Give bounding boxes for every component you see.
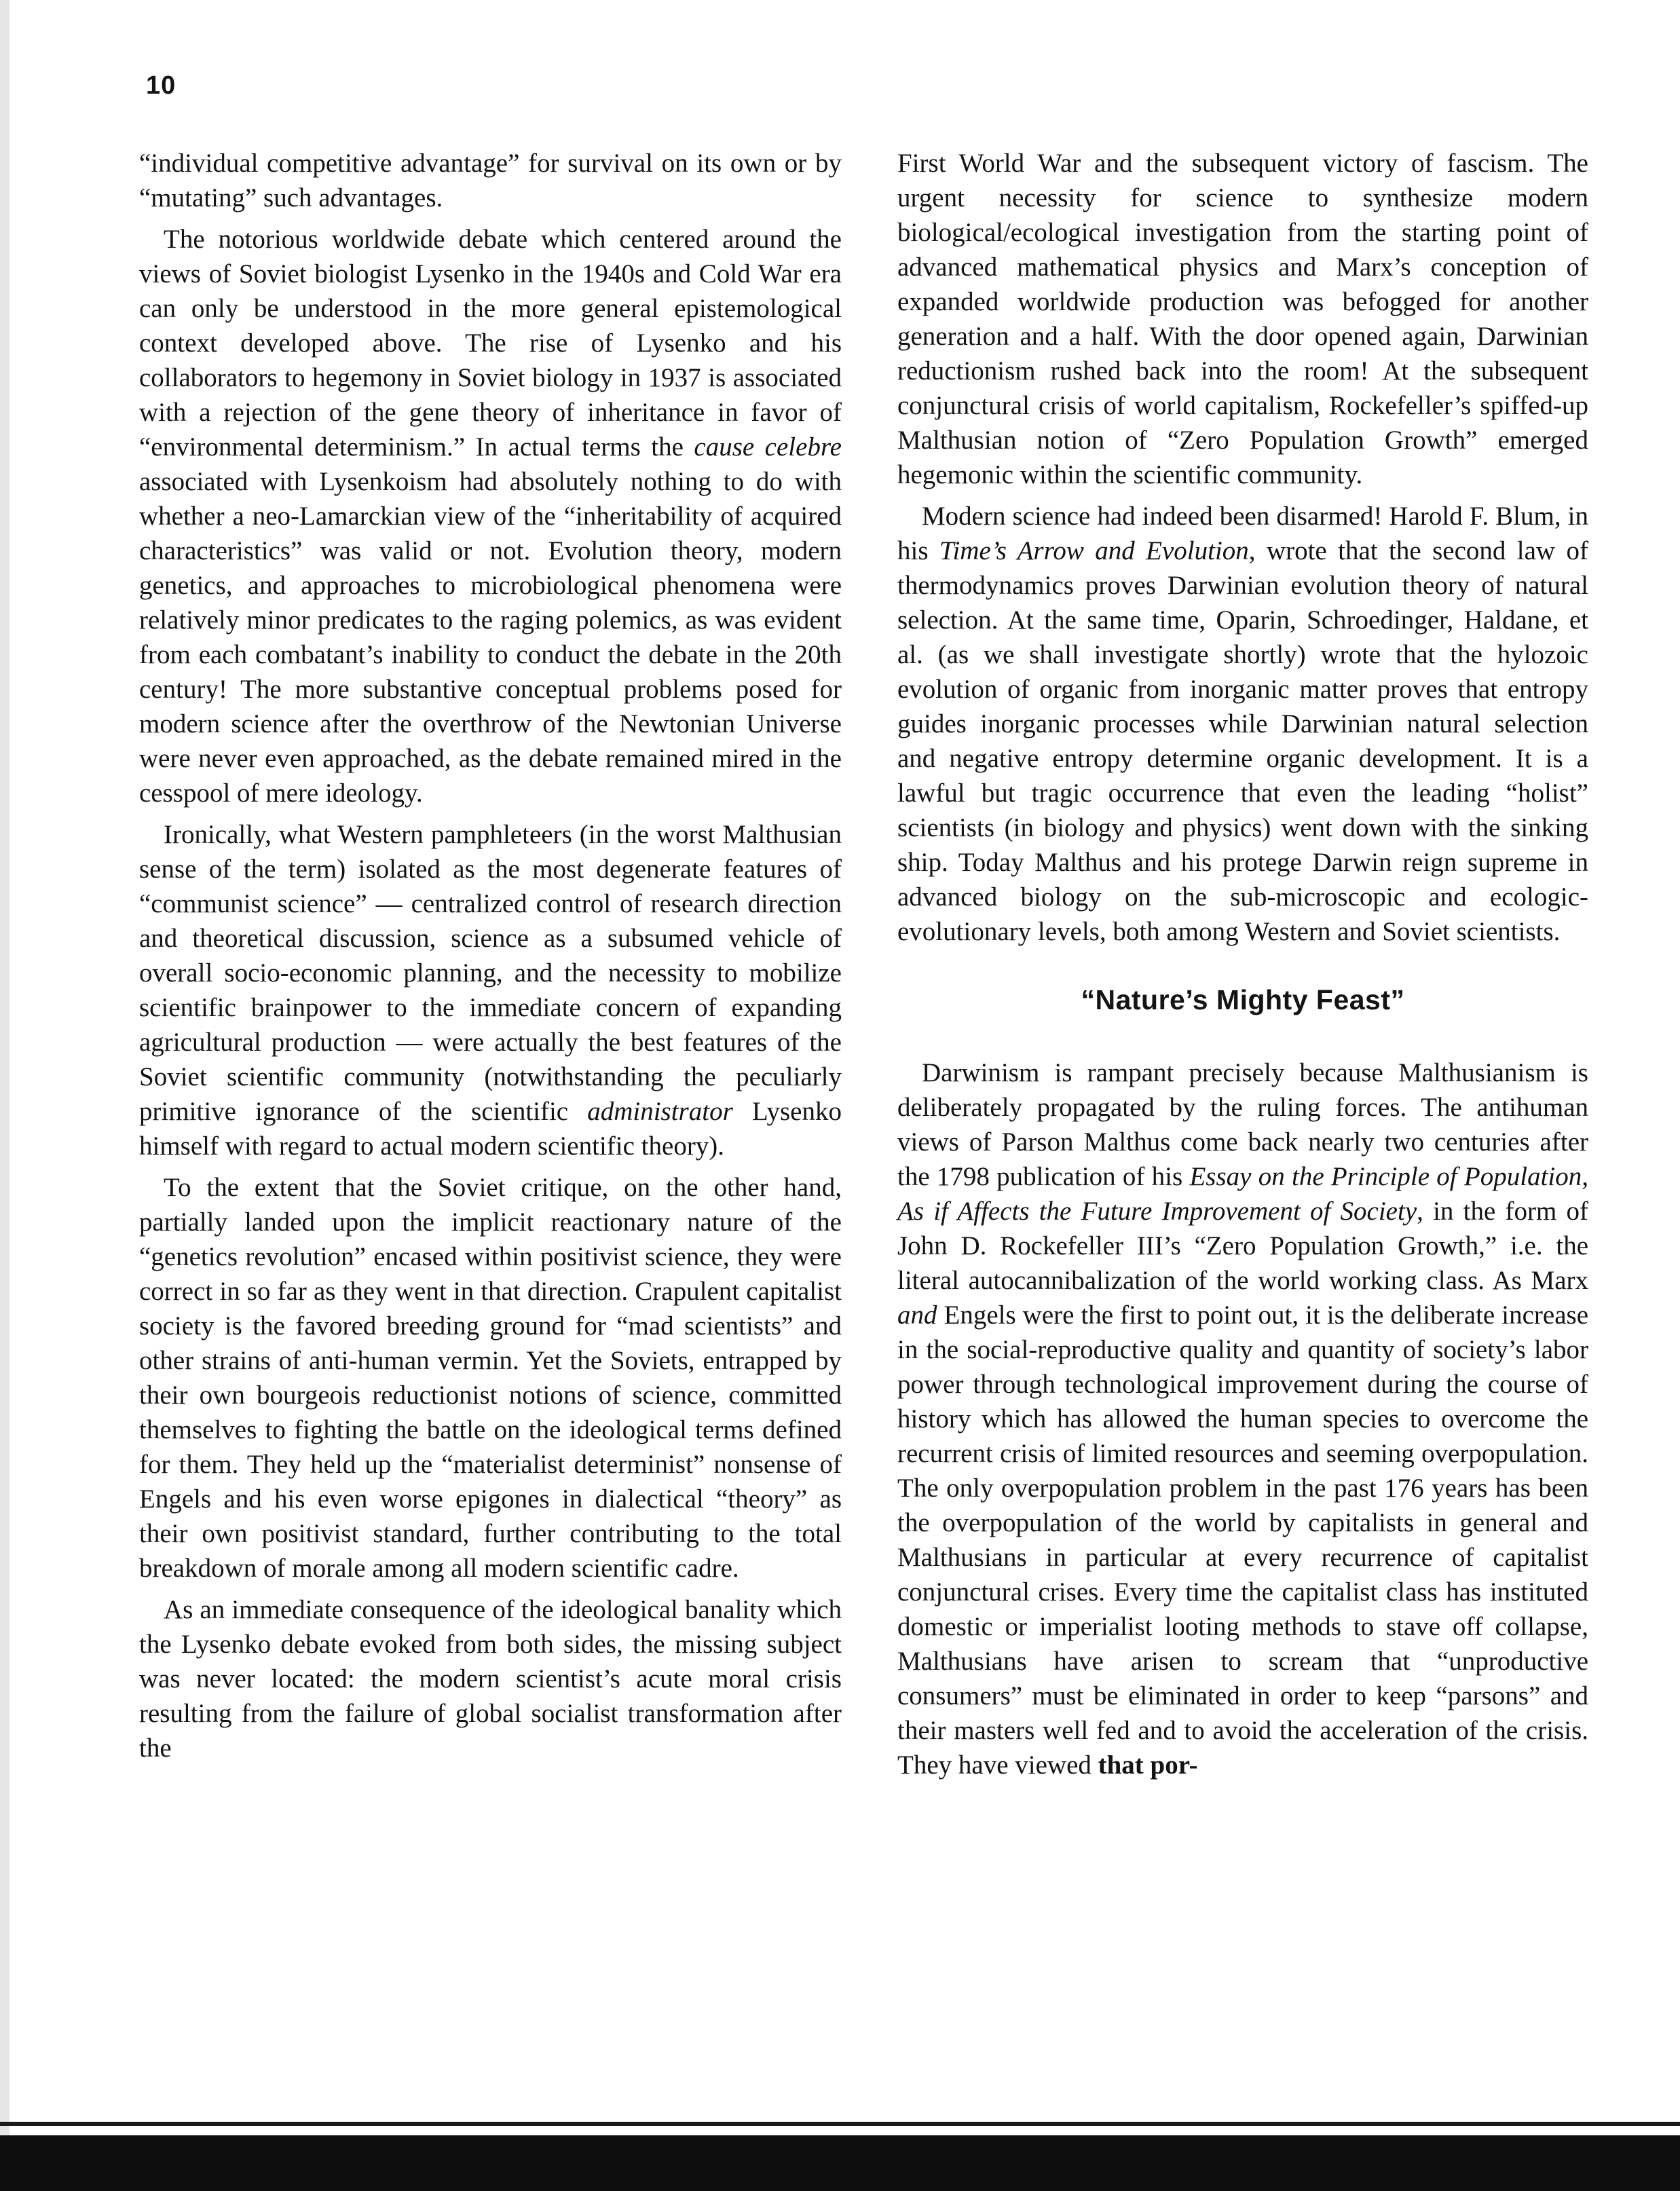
paragraph: First World War and the subsequent victory of fascism. The urgent necessity for science to synthesize modern biological/ecological investigation from the starting point of advanced mathematical physics and Marx’s conception of expanded worldwide production was befogged for another generation and a half. With the door opened again, Darwinian reductionism rushed back into the room! At the subsequent conjunctural crisis of world capitalism, Rockefeller’s spiffed-up Malthusian notion of “Zero Population Growth” emerged hegemonic within the scientific community. — [897, 149, 1588, 489]
paragraph: Darwinism is rampant precisely because Malthusianism is deliberately propagated by the ruling forces. The antihuman views of Parson Malthus come back nearly two centuries after the 1798 publication of his Essay on the Principle of Population, As if Affects the Future Improvement of Society, in the form of John D. Rockefeller III’s “Zero Population Growth,” i.e. the literal autocannibalization of the world working class. As Marx and Engels were the first to point out, it is the deliberate increase in the social-reproductive quality and quantity of society’s labor power through technological improvement during the course of history which has allowed the human species to overcome the recurrent crisis of limited resources and seeming overpopulation. The only overpopulation problem in the past 176 years has been the overpopulation of the world by capitalists in general and Malthusians in particular at every recurrence of capitalist conjunctural crises. Every time the capitalist class has instituted domestic or imperialist looting methods to stave off collapse, Malthusians have arisen to scream that “unproductive consumers” must be eliminated in order to keep “parsons” and their masters well fed and to avoid the acceleration of the crisis. They have viewed that por- — [897, 1058, 1588, 1780]
paragraph: The notorious worldwide debate which centered around the views of Soviet biologist Lysenko in the 1940s and Cold War era can only be understood in the more general epistemological context developed above. The rise of Lysenko and his collaborators to hegemony in Soviet biology in 1937 is associated with a rejection of the gene theory of inheritance in favor of “environmental determinism.” In actual terms the cause celebre associated with Lysenkoism had absolutely nothing to do with whether a neo-Lamarckian view of the “inheritability of acquired characteristics” was valid or not. Evolution theory, modern genetics, and approaches to microbiological phenomena were relatively minor predicates to the raging polemics, as was evident from each combatant’s inability to conduct the debate in the 20th century! The more substantive conceptual problems posed for modern science after the overthrow of the Newtonian Universe were never even approached, as the debate remained mired in the cesspool of mere ideology. — [139, 225, 842, 808]
scan-border — [0, 2135, 1680, 2191]
section-heading: “Nature’s Mighty Feast” — [1081, 984, 1405, 1015]
left-column — [139, 146, 842, 1772]
page-edge — [0, 0, 10, 2191]
paragraph: As an immediate consequence of the ideological banality which the Lysenko debate evoked from both sides, the missing subject was never located: the modern scientist’s acute moral crisis resulting from the failure of global socialist transformation after the — [139, 1595, 842, 1763]
paragraph: To the extent that the Soviet critique, on the other hand, partially landed upon the implicit reactionary nature of the “genetics revolution” encased within positivist science, they were correct in so far as they went in that direction. Crapulent capitalist society is the favored breeding ground for “mad scientists” and other strains of anti-human vermin. Yet the Soviets, entrapped by their own bourgeois reductionist notions of science, committed themselves to fighting the battle on the ideological terms defined for them. They held up the “materialist determinist” nonsense of Engels and his even worse epigones in dialectical “theory” as their own positivist standard, further contributing to the total breakdown of morale among all modern scientific cadre. — [139, 1173, 842, 1583]
paragraph: Modern science had indeed been disarmed! Harold F. Blum, in his Time’s Arrow and Evolution, wrote that the second law of thermodynamics proves Darwinian evolution theory of natural selection. At the same time, Oparin, Schroedinger, Haldane, et al. (as we shall investigate shortly) wrote that the hylozoic evolution of organic from inorganic matter proves that entropy guides inorganic processes while Darwinian natural selection and negative entropy determine organic development. It is a lawful but tragic occurrence that even the leading “holist” scientists (in biology and physics) went down with the sinking ship. Today Malthus and his protege Darwin reign supreme in advanced biology on the sub-microscopic and ecologic-evolutionary levels, both among Western and Soviet scientists. — [897, 502, 1588, 946]
paragraph: Ironically, what Western pamphleteers (in the worst Malthusian sense of the term) isolated as the most degenerate features of “communist science” — centralized control of research direction and theoretical discussion, science as a subsumed vehicle of overall socio-economic planning, and the necessity to mobilize scientific brainpower to the immediate concern of expanding agricultural production — were actually the best features of the Soviet scientific community (notwithstanding the peculiarly primitive ignorance of the scientific administrator Lysenko himself with regard to actual modern scientific theory). — [139, 820, 842, 1161]
page-number: 10 — [146, 71, 176, 100]
scan-rule — [0, 2122, 1680, 2126]
right-column — [897, 146, 1588, 1789]
paragraph: “individual competitive advantage” for survival on its own or by “mutating” such advantages. — [139, 149, 842, 212]
